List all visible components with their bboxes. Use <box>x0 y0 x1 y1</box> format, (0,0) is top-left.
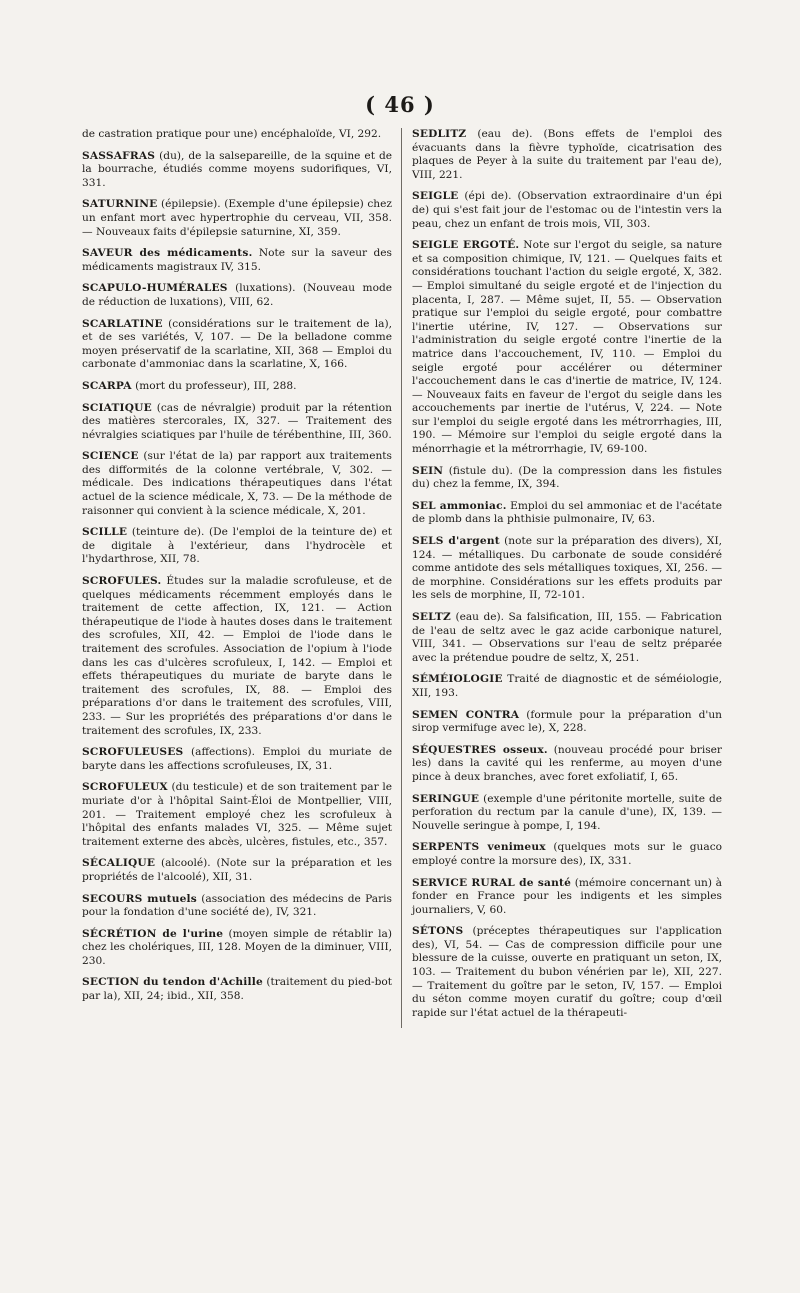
index-entry <box>82 318 392 372</box>
index-entry <box>412 500 722 527</box>
left-column <box>82 128 402 1028</box>
entry-headword: SCROFULES. <box>82 575 162 588</box>
entry-text: (formule pour la préparation d'un sirop vermifuge avec le), X, 228. <box>412 708 722 735</box>
index-entry <box>82 746 392 773</box>
index-entry <box>412 673 722 700</box>
entry-headword: SÉQUESTRES osseux. <box>412 743 548 756</box>
entry-headword: SCROFULEUSES <box>82 746 184 759</box>
entry-text: (luxations). (Nouveau mode de réduction de luxations), VIII, 62. <box>82 282 392 308</box>
entry-text: (cas de névralgie) produit par la rétention des matières stercorales, IX, 327. — Traitement des névralgies sciatiques par l'huile de térébenthine, III, 360. <box>82 401 392 441</box>
index-entry <box>82 781 392 849</box>
entry-text: (alcoolé). (Note sur la préparation et les propriétés de l'alcoolé), XII, 31. <box>82 857 392 883</box>
index-entry <box>82 857 392 884</box>
entry-headword: SECTION du tendon d'Achille <box>82 976 263 989</box>
entry-headword: SEIN <box>412 464 444 477</box>
entry-text: (préceptes thérapeutiques sur l'application des), VI, 54. — Cas de compression difficile pour une blessure de la cuisse, ouverte en pratiquant un seton, IX, 103. — Traitement du bubon vénérien par le), XII, 227. — Traitement du goître par le seton, IV, 157. — Emploi du séton comme moyen curatif du goître; coup d'œil rapide sur l'état actuel de la thérapeuti- <box>412 925 722 1019</box>
entry-headword: SÉTONS <box>412 925 464 938</box>
index-entry <box>412 611 722 665</box>
entry-text: (teinture de). (De l'emploi de la teinture de) et de digitale à l'extérieur, dans l'hydrocèle et l'hydarthrose, XII, 78. <box>82 526 392 566</box>
entry-headword: SEIGLE <box>412 190 459 203</box>
entry-text: (exemple d'une péritonite mortelle, suite de perforation du rectum par la canule d'une), IX, 139. — Nouvelle seringue à pompe, I, 194. <box>412 792 722 832</box>
index-entry <box>412 877 722 918</box>
entry-headword: SEMEN CONTRA <box>412 708 520 721</box>
entry-text: (considérations sur le traitement de la), et de ses variétés, V, 107. — De la belladone comme moyen préservatif de la scarlatine, XII, 368 — Emploi du carbonate d'ammoniac dans la scarlatine, X, 166. <box>82 317 392 371</box>
index-entry <box>82 976 392 1003</box>
index-entry <box>82 128 392 142</box>
index-entry <box>412 793 722 834</box>
entry-text: (mort du professeur), III, 288. <box>135 379 297 392</box>
index-entry <box>412 744 722 785</box>
entry-text: Études sur la maladie scrofuleuse, et de quelques médicaments récemment employés dans le traitement de cette affection, IX, 121. — Action thérapeutique de l'iode à hautes doses dans le traitement des scrofules, XII, 42. — Emploi de l'iode dans le traitement des scrofules. Association de l'opium à l'iode dans les cas d'ulcères scrofuleux, I, 142. — Emploi et effets thérapeutiques du muriate de baryte dans le traitement des scrofules, IX, 88. — Emploi des préparations d'or dans le traitement des scrofules, VIII, 233. — Sur les propriétés des préparations d'or dans le traitement des scrofules, IX, 233. <box>82 575 392 737</box>
index-entry <box>82 282 392 309</box>
entry-headword: SEL ammoniac. <box>412 499 507 512</box>
index-entry <box>412 925 722 1020</box>
entry-headword: SCARLATINE <box>82 317 163 330</box>
entry-headword: SERINGUE <box>412 792 480 805</box>
index-entry <box>82 380 392 394</box>
entry-headword: SAVEUR des médicaments. <box>82 247 253 260</box>
entry-text: (nouveau procédé pour briser les) dans la cavité qui les renferme, au moyen d'une pince à deux branches, avec foret exfoliatif, I, 65. <box>412 743 722 783</box>
entry-headword: SCROFULEUX <box>82 781 168 794</box>
entry-headword: SECOURS mutuels <box>82 892 197 905</box>
entry-text: (moyen simple de rétablir la) chez les cholériques, III, 128. Moyen de la diminuer, VIII, 230. <box>82 927 392 967</box>
index-entry <box>412 535 722 603</box>
entry-text: (du testicule) et de son traitement par le muriate d'or à l'hôpital Saint-Éloi de Montpellier, VIII, 201. — Traitement employé chez les scrofuleux à l'hôpital des enfants malades VI, 325. — Même sujet traitement externe des abcès, ulcères, fistules, etc., 357. <box>82 781 392 848</box>
entry-headword: SELTZ <box>412 611 451 623</box>
index-entry <box>82 247 392 274</box>
index-entry <box>412 709 722 736</box>
index-entry <box>412 465 722 492</box>
entry-headword: SCAPULO-HUMÉRALES <box>82 282 228 295</box>
entry-headword: SELS d'argent <box>412 535 500 548</box>
entry-text: Traité de diagnostic et de séméiologie, XII, 193. <box>412 673 723 699</box>
index-entry <box>82 928 392 969</box>
index-entry <box>412 190 722 231</box>
index-entry <box>82 198 392 239</box>
index-columns <box>82 128 722 1028</box>
entry-headword: SERPENTS venimeux <box>412 841 546 854</box>
entry-headword: SCARPA <box>82 379 132 392</box>
entry-text: (épi de). (Observation extraordinaire d'un épi de) qui s'est fait jour de l'estomac ou de l'intestin vers la peau, chez un enfant de trois mois, VII, 303. <box>412 190 722 230</box>
index-entry <box>412 841 722 868</box>
entry-headword: SCIATIQUE <box>82 401 152 414</box>
entry-headword: SEDLITZ <box>412 128 467 140</box>
entry-text: (épilepsie). (Exemple d'une épilepsie) chez un enfant mort avec hypertrophie du cerveau, VII, 358. — Nouveaux faits d'épilepsie saturnine, XI, 359. <box>82 198 392 238</box>
index-entry <box>82 402 392 443</box>
entry-headword: SEIGLE ERGOTÉ. <box>412 239 520 252</box>
index-entry <box>412 128 722 182</box>
entry-text: (eau de). (Bons effets de l'emploi des évacuants dans la fièvre typhoïde, cicatrisation des plaques de Peyer à la suite du traitement par l'eau de), VIII, 221. <box>412 128 722 181</box>
entry-text: (traitement du pied-bot par la), XII, 24; ibid., XII, 358. <box>82 976 392 1003</box>
page-number: ( 46 ) <box>365 92 435 117</box>
entry-text: Note sur la saveur des médicaments magistraux IV, 315. <box>82 247 392 273</box>
entry-text: Emploi du sel ammoniac et de l'acétate de plomb dans la phthisie pulmonaire, IV, 63. <box>412 499 723 526</box>
index-entry <box>82 526 392 567</box>
entry-text: (association des médecins de Paris pour la fondation d'une société de), IV, 321. <box>82 892 392 919</box>
entry-text: (quelques mots sur le guaco employé contre la morsure des), IX, 331. <box>412 841 723 867</box>
index-entry <box>82 575 392 738</box>
entry-headword: SÉCALIQUE <box>82 857 156 870</box>
entry-text: (affections). Emploi du muriate de baryte dans les affections scrofuleuses, IX, 31. <box>82 746 392 772</box>
index-entry <box>82 450 392 518</box>
entry-text: (eau de). Sa falsification, III, 155. — Fabrication de l'eau de seltz avec le gaz acide carbonique naturel, VIII, 341. — Observations sur l'eau de seltz préparée avec la prétendue poudre de seltz, X, 251. <box>412 611 722 664</box>
index-entry <box>82 893 392 920</box>
entry-headword: SCIENCE <box>82 450 139 463</box>
entry-text: (note sur la préparation des divers), XI, 124. — métalliques. Du carbonate de soude considéré comme antidote des sels métalliques toxiques, XI, 256. — de morphine. Considérations sur les effets produits par les sels de morphine, II, 72-101. <box>412 535 722 602</box>
entry-text: (fistule du). (De la compression dans les fistules du) chez la femme, IX, 394. <box>412 464 722 491</box>
index-entry <box>412 239 722 457</box>
entry-text: de castration pratique pour une) encéphaloïde, VI, 292. <box>82 128 382 140</box>
entry-headword: SCILLE <box>82 526 128 539</box>
entry-headword: SASSAFRAS <box>82 149 156 162</box>
entry-text: Note sur l'ergot du seigle, sa nature et sa composition chimique, IV, 121. — Quelques faits et considérations touchant l'action du seigle ergoté, X, 382. — Emploi simultané du seigle ergoté et de l'injection du placenta, I, 287. — Même sujet, II, 55. — Observation pratique sur l'emploi du seigle ergoté, pour combattre l'inertie utérine, IV, 127. — Observations sur l'administration du seigle ergoté contre l'inertie de la matrice dans l'accouchement, IV, 110. — Emploi du seigle ergoté pour accélérer ou déterminer l'accouchement dans le cas d'inertie de matrice, IV, 124. — Nouveaux faits en faveur de l'ergot du seigle dans les accouchements par inertie de l'utérus, V, 224. — Note sur l'emploi du seigle ergoté dans les métrorrhagies, III, 190. — Mémoire sur l'emploi du seigle ergoté dans la ménorrhagie et la métrorrhagie, IV, 69-100. <box>412 239 722 456</box>
entry-headword: SERVICE RURAL de santé <box>412 876 572 889</box>
entry-headword: SÉMÉIOLOGIE <box>412 673 503 686</box>
entry-headword: SATURNINE <box>82 198 158 211</box>
entry-text: (sur l'état de la) par rapport aux traitements des difformités de la colonne vertébrale, V, 302. — médicale. Des indications thérapeutiques dans l'état actuel de la science médicale, X, 73. — De la méthode de raisonner qui convient à la science médicale, X, 201. <box>82 450 392 517</box>
entry-headword: SÉCRÉTION de l'urine <box>82 927 224 940</box>
right-column <box>402 128 722 1028</box>
entry-text: (mémoire concernant un) à fonder en France pour les indigents et les simples journaliers, V, 60. <box>412 876 722 916</box>
index-entry <box>82 150 392 191</box>
entry-text: (du), de la salsepareille, de la squine et de la bourrache, étudiés comme moyens sudorifiques, VI, 331. <box>82 149 392 189</box>
